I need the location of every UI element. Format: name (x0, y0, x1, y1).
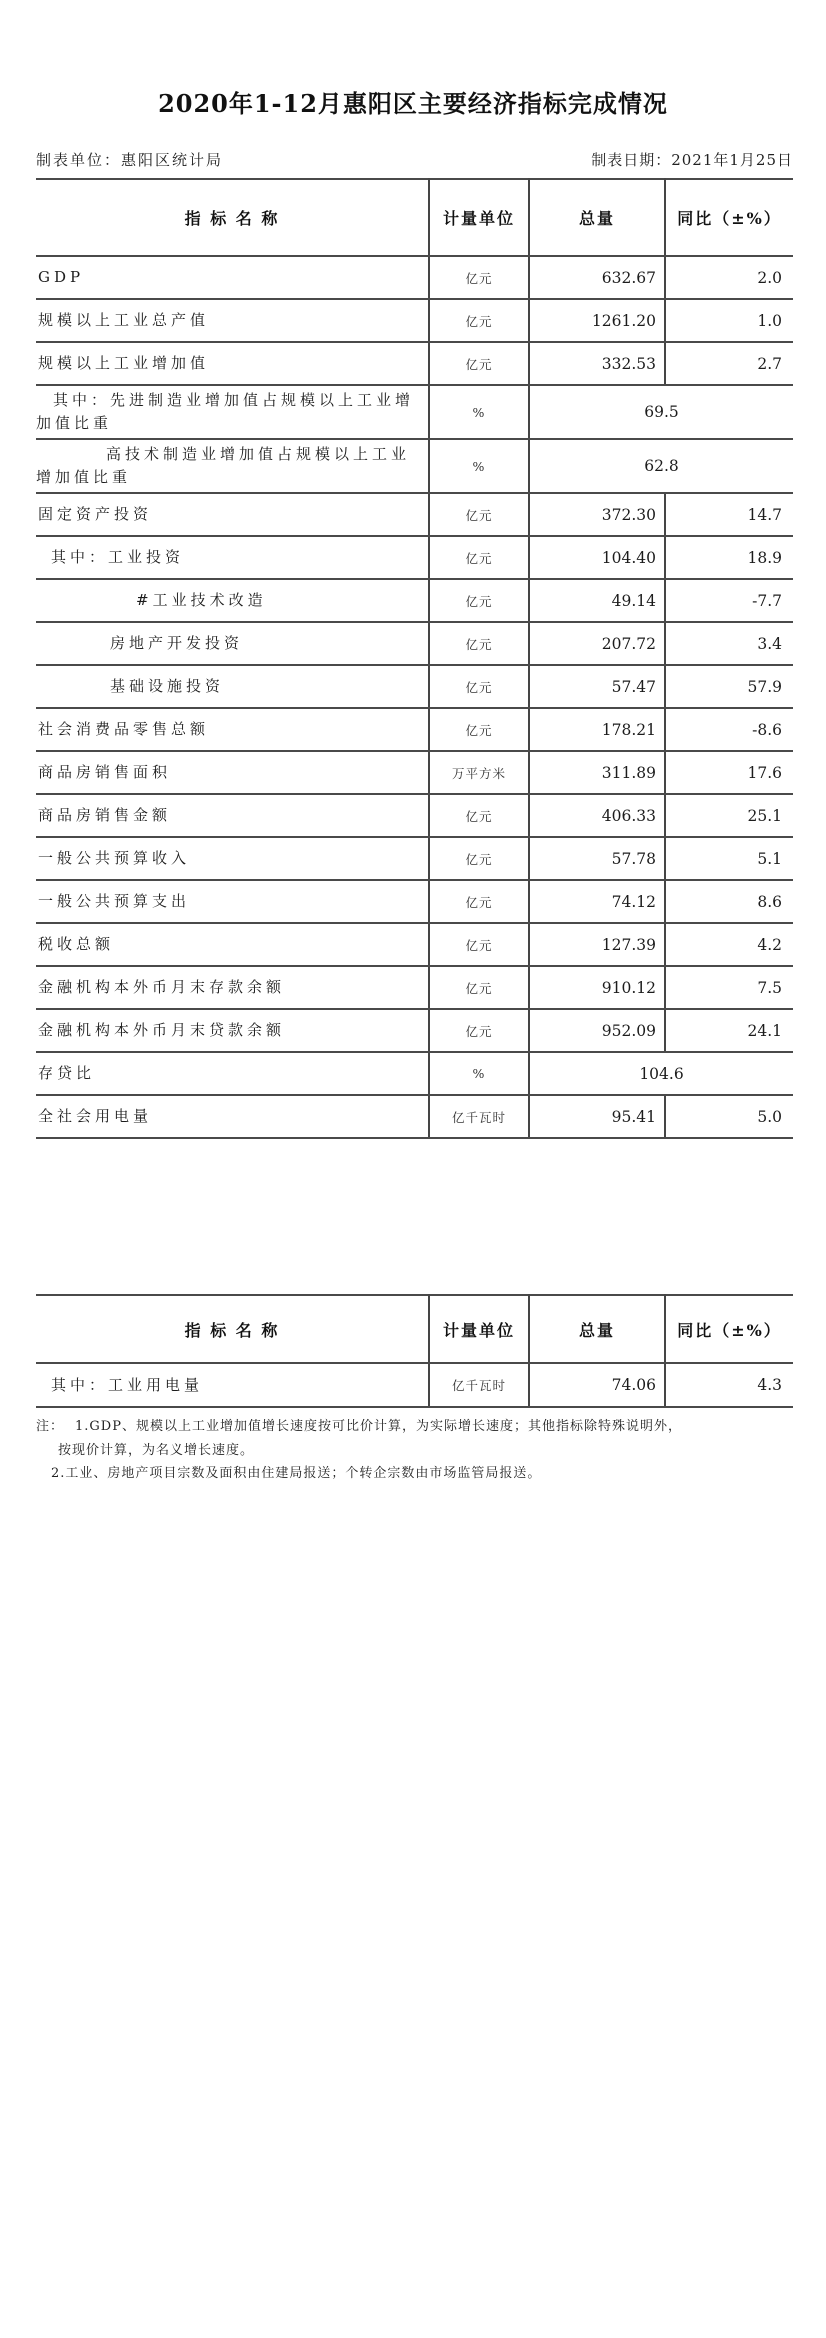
table-row (36, 1009, 793, 1052)
table-row (36, 1095, 793, 1138)
column-header-yoy: 同比（±%） (665, 1295, 793, 1363)
table-row (36, 837, 793, 880)
unit-cell: 亿元 (429, 1009, 529, 1052)
note-label: 注： (36, 1419, 65, 1434)
indicator-name-cell: 金融机构本外币月末贷款余额 (36, 1009, 429, 1052)
total-cell: 406.33 (529, 794, 665, 837)
yoy-cell: 18.9 (665, 536, 793, 579)
total-cell: 127.39 (529, 923, 665, 966)
column-header-unit: 计量单位 (429, 1295, 529, 1363)
yoy-cell: 5.1 (665, 837, 793, 880)
yoy-cell: 57.9 (665, 665, 793, 708)
table-row (36, 299, 793, 342)
total-cell: 57.47 (529, 665, 665, 708)
yoy-cell: 14.7 (665, 493, 793, 536)
yoy-cell: 3.4 (665, 622, 793, 665)
meta-row (36, 149, 793, 170)
unit-cell: 亿元 (429, 923, 529, 966)
indicator-name-cell: 金融机构本外币月末存款余额 (36, 966, 429, 1009)
total-cell: 332.53 (529, 342, 665, 385)
indicator-name-cell: #工业技术改造 (36, 579, 429, 622)
indicators-table (36, 178, 793, 1139)
unit-cell: % (429, 439, 529, 493)
unit-cell: 亿千瓦时 (429, 1363, 529, 1407)
indicator-name-cell: 税收总额 (36, 923, 429, 966)
yoy-cell: 4.3 (665, 1363, 793, 1407)
indicator-name-cell: 规模以上工业增加值 (36, 342, 429, 385)
column-header-name: 指 标 名 称 (36, 179, 429, 256)
total-cell: 104.6 (529, 1052, 793, 1095)
table-row (36, 708, 793, 751)
notes (36, 1415, 796, 1486)
indicator-name-cell: 商品房销售面积 (36, 751, 429, 794)
meta-producer: 制表单位：惠阳区统计局 (36, 151, 224, 169)
table-row (36, 536, 793, 579)
indicator-name-cell: 一般公共预算收入 (36, 837, 429, 880)
yoy-cell: -8.6 (665, 708, 793, 751)
yoy-cell: 25.1 (665, 794, 793, 837)
column-header-unit: 计量单位 (429, 179, 529, 256)
table-row (36, 493, 793, 536)
total-cell: 74.12 (529, 880, 665, 923)
indicator-name-cell: 其中：先进制造业增加值占规模以上工业增加值比重 (36, 385, 429, 439)
unit-cell: 亿元 (429, 493, 529, 536)
table-row (36, 880, 793, 923)
total-cell: 178.21 (529, 708, 665, 751)
unit-cell: 亿元 (429, 256, 529, 299)
table-row (36, 665, 793, 708)
yoy-cell: 24.1 (665, 1009, 793, 1052)
yoy-cell: 1.0 (665, 299, 793, 342)
indicator-name-cell: 高技术制造业增加值占规模以上工业增加值比重 (36, 439, 429, 493)
note-text-2: 按现价计算，为名义增长速度。 (58, 1442, 255, 1458)
total-cell: 311.89 (529, 751, 665, 794)
column-header-total: 总量 (529, 1295, 665, 1363)
note-line (36, 1439, 796, 1463)
note-line (36, 1415, 796, 1439)
table-row (36, 439, 793, 493)
indicator-name-cell: 其中：工业用电量 (36, 1363, 429, 1407)
table-row (36, 1052, 793, 1095)
total-cell: 57.78 (529, 837, 665, 880)
yoy-cell: 5.0 (665, 1095, 793, 1138)
table-header (36, 179, 793, 256)
table-row (36, 342, 793, 385)
note-text-1: 1.GDP、规模以上工业增加值增长速度按可比价计算，为实际增长速度；其他指标除特殊说明外， (75, 1419, 682, 1434)
table-row (36, 1363, 793, 1407)
total-cell: 910.12 (529, 966, 665, 1009)
indicator-name-cell: 其中：工业投资 (36, 536, 429, 579)
total-cell: 207.72 (529, 622, 665, 665)
yoy-cell: 2.7 (665, 342, 793, 385)
total-cell: 95.41 (529, 1095, 665, 1138)
yoy-cell: 17.6 (665, 751, 793, 794)
unit-cell: 亿元 (429, 622, 529, 665)
total-cell: 372.30 (529, 493, 665, 536)
table-row (36, 256, 793, 299)
unit-cell: 亿元 (429, 665, 529, 708)
indicator-name-cell: 规模以上工业总产值 (36, 299, 429, 342)
unit-cell: 亿元 (429, 342, 529, 385)
table-body (36, 256, 793, 1138)
unit-cell: 亿元 (429, 794, 529, 837)
indicator-name-cell: 存贷比 (36, 1052, 429, 1095)
indicator-name-cell: 一般公共预算支出 (36, 880, 429, 923)
unit-cell: 亿元 (429, 880, 529, 923)
total-cell: 49.14 (529, 579, 665, 622)
indicator-name-cell: 商品房销售金额 (36, 794, 429, 837)
unit-cell: % (429, 385, 529, 439)
total-cell: 952.09 (529, 1009, 665, 1052)
total-cell: 632.67 (529, 256, 665, 299)
table-row (36, 622, 793, 665)
indicator-name-cell: 全社会用电量 (36, 1095, 429, 1138)
table-row (36, 923, 793, 966)
indicators-table-secondary (36, 1294, 793, 1408)
yoy-cell: 7.5 (665, 966, 793, 1009)
column-header-total: 总量 (529, 179, 665, 256)
table-body (36, 1363, 793, 1407)
table-row (36, 751, 793, 794)
column-header-yoy: 同比（±%） (665, 179, 793, 256)
header-row (36, 179, 793, 256)
page-title: 2020年1-12月惠阳区主要经济指标完成情况 (158, 89, 668, 118)
meta-date: 制表日期：2021年1月25日 (591, 151, 793, 169)
total-cell: 74.06 (529, 1363, 665, 1407)
table-row (36, 966, 793, 1009)
yoy-cell: 2.0 (665, 256, 793, 299)
total-cell: 104.40 (529, 536, 665, 579)
table-row (36, 579, 793, 622)
yoy-cell: 8.6 (665, 880, 793, 923)
unit-cell: 亿元 (429, 837, 529, 880)
total-cell: 62.8 (529, 439, 793, 493)
column-header-name: 指 标 名 称 (36, 1295, 429, 1363)
unit-cell: 亿元 (429, 966, 529, 1009)
header-row (36, 1295, 793, 1363)
unit-cell: 亿元 (429, 579, 529, 622)
unit-cell: 亿元 (429, 708, 529, 751)
table-row (36, 794, 793, 837)
yoy-cell: 4.2 (665, 923, 793, 966)
indicator-name-cell: 固定资产投资 (36, 493, 429, 536)
indicator-name-cell: 房地产开发投资 (36, 622, 429, 665)
table-header (36, 1295, 793, 1363)
unit-cell: % (429, 1052, 529, 1095)
indicator-name-cell: 社会消费品零售总额 (36, 708, 429, 751)
total-cell: 69.5 (529, 385, 793, 439)
note-text-3: 2.工业、房地产项目宗数及面积由住建局报送；个转企宗数由市场监管局报送。 (51, 1466, 542, 1481)
total-cell: 1261.20 (529, 299, 665, 342)
unit-cell: 亿千瓦时 (429, 1095, 529, 1138)
table-row (36, 385, 793, 439)
indicator-name-cell: 基础设施投资 (36, 665, 429, 708)
unit-cell: 亿元 (429, 536, 529, 579)
unit-cell: 亿元 (429, 299, 529, 342)
indicator-name-cell: GDP (36, 256, 429, 299)
note-line (36, 1462, 796, 1486)
yoy-cell: -7.7 (665, 579, 793, 622)
unit-cell: 万平方米 (429, 751, 529, 794)
